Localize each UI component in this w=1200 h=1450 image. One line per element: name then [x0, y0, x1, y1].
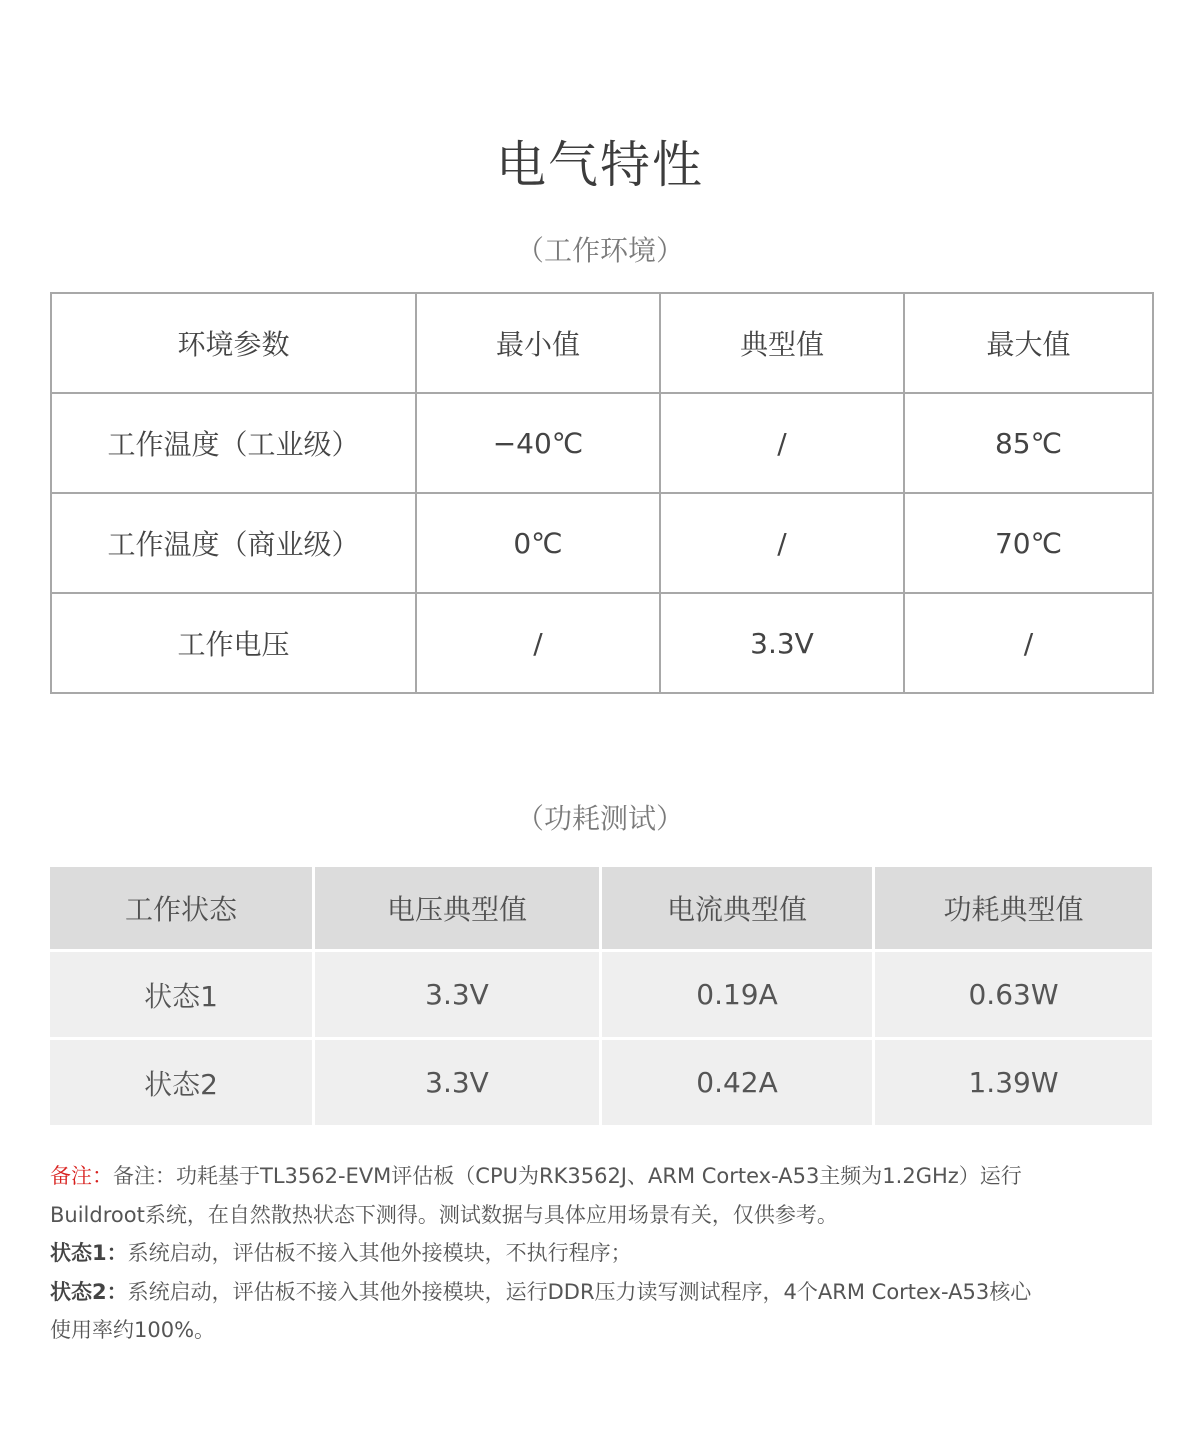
power-state-cell: 状态1	[50, 952, 315, 1040]
environment-max-cell: 85℃	[904, 393, 1153, 493]
state1-note	[50, 1234, 1150, 1273]
state2-text: 系统启动，评估板不接入其他外接模块，运行DDR压力读写测试程序，4个ARM Cortex-A53核心	[127, 1279, 1032, 1304]
environment-param-cell: 工作温度（商业级）	[51, 493, 416, 593]
power-consumption-cell: 0.63W	[875, 952, 1152, 1040]
table-row	[51, 593, 1153, 693]
page-title: 电气特性	[496, 136, 704, 194]
state2-label: 状态2：	[50, 1279, 128, 1304]
power-header-cell: 电压典型值	[315, 867, 602, 952]
power-voltage-cell: 3.3V	[315, 952, 602, 1040]
state1-label: 状态1：	[50, 1241, 128, 1265]
environment-min-cell: −40℃	[416, 393, 660, 493]
power-consumption-cell: 1.39W	[875, 1040, 1152, 1125]
environment-header-row	[51, 293, 1153, 393]
power-subtitle: （功耗测试）	[515, 802, 684, 835]
remark-line	[50, 1157, 1150, 1196]
table-row	[51, 493, 1153, 593]
environment-header-cell: 典型值	[660, 293, 904, 393]
power-header-cell: 工作状态	[50, 867, 315, 952]
environment-table	[50, 292, 1154, 694]
environment-min-cell: 0℃	[416, 493, 660, 593]
table-row	[50, 952, 1152, 1040]
power-header-cell: 电流典型值	[602, 867, 875, 952]
remark-line: Buildroot系统，在自然散热状态下测得。测试数据与具体应用场景有关，仅供参考。	[50, 1202, 838, 1227]
environment-typ-cell: 3.3V	[660, 593, 904, 693]
environment-min-cell: /	[416, 593, 660, 693]
power-voltage-cell: 3.3V	[315, 1040, 602, 1125]
notes-section	[50, 1157, 1150, 1350]
table-row	[50, 1040, 1152, 1125]
remark-label: 备注：	[50, 1164, 113, 1188]
environment-header-cell: 最小值	[416, 293, 660, 393]
table-row	[51, 393, 1153, 493]
state2-note-cont: 使用率约100%。	[50, 1318, 216, 1342]
power-header-row	[50, 867, 1152, 952]
remark-text: 备注：功耗基于TL3562-EVM评估板（CPU为RK3562J、ARM Cortex-A53主频为1.2GHz）运行	[113, 1164, 1022, 1188]
power-header-cell: 功耗典型值	[875, 867, 1152, 952]
environment-max-cell: /	[904, 593, 1153, 693]
environment-param-cell: 工作温度（工业级）	[51, 393, 416, 493]
state2-note	[50, 1273, 1150, 1312]
state1-text: 系统启动，评估板不接入其他外接模块，不执行程序；	[127, 1241, 632, 1265]
environment-subtitle: （工作环境）	[515, 234, 684, 267]
environment-typ-cell: /	[660, 493, 904, 593]
power-current-cell: 0.19A	[602, 952, 875, 1040]
power-table	[50, 867, 1152, 1125]
environment-typ-cell: /	[660, 393, 904, 493]
power-state-cell: 状态2	[50, 1040, 315, 1125]
environment-param-cell: 工作电压	[51, 593, 416, 693]
environment-header-cell: 环境参数	[51, 293, 416, 393]
environment-max-cell: 70℃	[904, 493, 1153, 593]
environment-header-cell: 最大值	[904, 293, 1153, 393]
power-current-cell: 0.42A	[602, 1040, 875, 1125]
